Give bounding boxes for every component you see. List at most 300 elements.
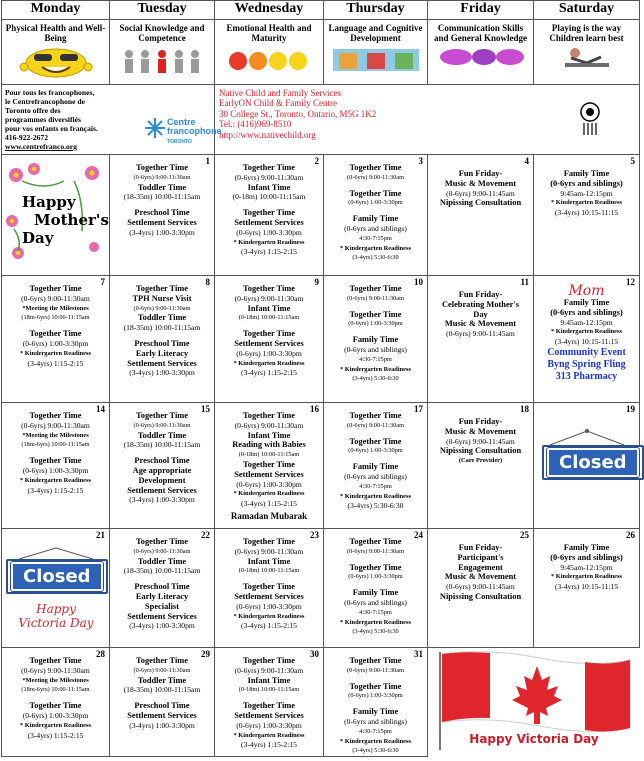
- program-detail: * Kindergarten Readiness: [19, 721, 91, 729]
- program-detail: 9:45am-12:15pm: [560, 317, 613, 327]
- program-title: Settlement Services: [234, 338, 304, 348]
- program-detail: (3-4yrs) 5:30-6:30: [352, 628, 399, 636]
- day-number: 14: [96, 404, 105, 414]
- program-detail: (3-4yrs) 10:15-11:15: [554, 582, 619, 592]
- program-title: Together Time: [242, 459, 296, 469]
- program-title: Celebrating Mother's: [442, 299, 519, 309]
- day-number: 25: [520, 530, 529, 540]
- program-detail: *Meeting the Milestones: [22, 676, 89, 684]
- program-detail: (18m-6yrs) 10:00-11:15am: [21, 441, 90, 449]
- program-detail: * Kindergarten Readiness: [550, 328, 622, 336]
- day-cell: [110, 276, 215, 403]
- theme-language-cognitive: [324, 20, 428, 85]
- program-detail: 9:45am-12:15pm: [560, 562, 613, 572]
- program-detail: (0-6yrs and siblings): [344, 597, 407, 607]
- francophone-info: Pour tous les francophones, le Centrefrancophone de Toronto offre des programmes diversifiés pour vos enfants en français. 416-922-2672 www.centrefranco.org Centre francophone TORONTO: [2, 85, 215, 155]
- day-number: 31: [414, 649, 423, 659]
- program-title: Together Time: [135, 656, 189, 665]
- day-number: 18: [520, 404, 529, 414]
- program-title: Infant Time: [247, 182, 291, 192]
- program-title: Fun Friday-: [458, 290, 503, 299]
- program-title: Music & Movement: [444, 178, 517, 188]
- program-detail: (0-6yrs) 1:00-3:30pm: [348, 320, 403, 328]
- day-cell: [534, 529, 640, 648]
- program-title: Fun Friday-: [458, 543, 503, 552]
- program-title: Toddler Time: [137, 556, 187, 566]
- day-number: 15: [201, 404, 210, 414]
- program-title: Settlement Services: [127, 611, 197, 621]
- day-cell: [534, 155, 640, 276]
- program-title: Settlement Services: [127, 358, 197, 368]
- program-detail: (0-6yrs and siblings): [344, 471, 407, 481]
- program-title: Infant Time: [247, 430, 291, 440]
- theme-label: Language and Cognitive Development: [328, 23, 423, 43]
- program-detail: (3-4yrs) 5:30-6:30: [352, 254, 399, 262]
- program-title: Preschool Time: [134, 701, 190, 711]
- day-header-thursday: Thursday: [324, 1, 428, 20]
- theme-label: Emotional Health and Maturity: [226, 23, 312, 43]
- program-detail: (3-4yrs) 1:15-2:15: [27, 730, 84, 740]
- smiley-icon: [16, 45, 96, 79]
- program-title: Together Time: [29, 701, 82, 711]
- program-detail: 4:30-7:15pm: [359, 482, 392, 490]
- day-schedule: [534, 529, 639, 592]
- day-schedule: [428, 403, 533, 466]
- program-detail: * Kindergarten Readiness: [233, 490, 305, 498]
- day-header-tuesday: Tuesday: [110, 1, 215, 20]
- program-title: Music & Movement: [444, 572, 517, 582]
- day-cell: [110, 155, 215, 276]
- program-title: Together Time: [242, 284, 296, 293]
- program-title: Nipissing Consultation: [439, 591, 522, 601]
- day-cell: [2, 648, 110, 757]
- program-detail: (0-6yrs) 9:00-11:45am: [446, 329, 515, 339]
- program-detail: (18-35m) 10:00-11:15am: [123, 440, 201, 450]
- program-title: Together Time: [349, 656, 402, 665]
- program-title: Settlement Services: [127, 485, 197, 495]
- mothers-day-text: Happy Mother's Day: [22, 193, 109, 247]
- day-number: 3: [418, 156, 423, 166]
- program-detail: (0-6yrs) 1:00-3:30pm: [348, 199, 403, 207]
- program-detail: 9:45am-12:15pm: [560, 188, 613, 198]
- day-number: 17: [414, 404, 423, 414]
- day-cell: [534, 403, 640, 529]
- program-title: Together Time: [349, 537, 402, 546]
- theme-emotional-health: [215, 20, 324, 85]
- program-detail: (0-6yrs) 1:00-3:30pm: [348, 447, 403, 455]
- day-schedule: [215, 648, 323, 750]
- program-title: Together Time: [135, 284, 189, 293]
- program-title: Specialist: [145, 601, 179, 611]
- program-detail: (0-6yrs) 1:00-3:30pm: [22, 710, 89, 720]
- program-title: Together Time: [349, 284, 402, 293]
- program-detail: (0-6yrs) 1:00-3:30pm: [22, 338, 89, 348]
- snowflake-icon: [144, 117, 166, 139]
- day-schedule: [324, 276, 427, 384]
- program-detail: (0-6yrs) 9:00-11:30am: [21, 665, 90, 675]
- day-number: 8: [205, 277, 210, 287]
- day-cell: [428, 155, 534, 276]
- program-detail: (3-4yrs) 10:15-11:15: [554, 337, 619, 347]
- program-detail: * Kindergarten Readiness: [339, 492, 411, 500]
- program-detail: 4:30-7:15pm: [359, 727, 392, 735]
- day-cell: [428, 529, 534, 648]
- program-title: Together Time: [349, 309, 402, 319]
- program-detail: (0-6yrs) 9:00-11:30am: [21, 420, 90, 430]
- program-title: Fun Friday-: [458, 169, 503, 178]
- program-detail: (3-4yrs) 5:30-6:30: [352, 375, 399, 383]
- program-detail: * Kindergarten Readiness: [339, 618, 411, 626]
- day-cell: [324, 403, 428, 529]
- program-title: Settlement Services: [234, 710, 304, 720]
- theme-label: Social Knowledge and Competence: [119, 23, 205, 43]
- day-header-row: [2, 1, 640, 20]
- native-logo-icon: [577, 99, 603, 137]
- theme-communication: [428, 20, 534, 85]
- theme-label: Playing is the way Children learn best: [549, 23, 624, 43]
- program-title: Family Time: [352, 707, 399, 717]
- day-number: 7: [100, 277, 105, 287]
- program-title: Together Time: [242, 537, 296, 546]
- program-detail: (0-6yrs) 9:00-11:30am: [347, 294, 404, 302]
- program-detail: (0-6yrs) 9:00-11:30am: [347, 173, 404, 181]
- day-cell: [215, 648, 324, 757]
- program-detail: (18m-6yrs) 10:00-11:15am: [21, 686, 90, 694]
- program-title: Together Time: [29, 284, 82, 293]
- day-schedule: [2, 276, 109, 368]
- day-number: 4: [524, 156, 529, 166]
- day-schedule: [534, 155, 639, 218]
- day-cell: [215, 403, 324, 529]
- closed-sign: Closed: [542, 429, 644, 480]
- program-title: Early Literacy: [135, 348, 189, 358]
- program-detail: (18-35m) 10:00-11:15am: [123, 685, 201, 695]
- day-cell: [324, 155, 428, 276]
- program-detail: * Kindergarten Readiness: [339, 244, 411, 252]
- day-number: 10: [414, 277, 423, 287]
- program-detail: * Kindergarten Readiness: [550, 573, 622, 581]
- program-title: Together Time: [349, 411, 402, 420]
- program-title: Family Time: [563, 298, 610, 307]
- calendar: [1, 0, 640, 757]
- program-detail: (0-6yrs) 9:00-11:45am: [446, 188, 515, 198]
- day-schedule: [215, 155, 323, 257]
- program-detail: * Kindergarten Readiness: [550, 199, 622, 207]
- program-title: Infant Time: [247, 556, 291, 566]
- day-schedule: [110, 648, 214, 731]
- day-header-wednesday: Wednesday: [215, 1, 324, 20]
- day-cell: [534, 276, 640, 403]
- theme-playing: [534, 20, 640, 85]
- program-title: Together Time: [349, 188, 402, 198]
- day-number: 11: [520, 277, 529, 287]
- program-title: Preschool Time: [134, 338, 190, 348]
- francophone-link[interactable]: www.centrefranco.org: [5, 142, 77, 151]
- day-number: 2: [314, 156, 319, 166]
- day-schedule: [110, 155, 214, 238]
- program-title: Toddler Time: [137, 675, 187, 685]
- program-detail: (0-6yrs) 9:00-11:30am: [234, 665, 304, 675]
- program-title: Settlement Services: [234, 217, 304, 227]
- day-schedule: [215, 276, 323, 378]
- program-title: Settlement Services: [234, 591, 304, 601]
- day-number: 29: [201, 649, 210, 659]
- program-detail: (3-4yrs) 1:00-3:30pm: [129, 227, 195, 237]
- program-title: Together Time: [242, 656, 296, 665]
- program-detail: (3-4yrs) 1:15-2:15: [241, 499, 297, 509]
- program-detail: (0-6yrs) 9:00-11:30am: [21, 293, 90, 303]
- day-cell: [215, 276, 324, 403]
- program-title: Family Time: [352, 335, 399, 345]
- program-title: Toddler Time: [137, 430, 187, 440]
- day-cell: [2, 155, 110, 276]
- program-title: Fun Friday-: [458, 417, 503, 426]
- day-header-friday: Friday: [428, 1, 534, 20]
- day-number: 21: [96, 530, 105, 540]
- program-detail: (3-4yrs) 1:15-2:15: [27, 485, 84, 495]
- program-title: Settlement Services: [234, 469, 304, 479]
- day-schedule: [534, 276, 639, 383]
- program-detail: (0-6yrs) 1:00-3:30pm: [236, 348, 302, 358]
- week-row: [2, 648, 640, 757]
- day-number: 24: [414, 530, 423, 540]
- program-title: Family Time: [352, 214, 399, 224]
- program-detail: (3-4yrs) 1:15-2:15: [241, 368, 297, 378]
- day-number: 28: [96, 649, 105, 659]
- program-detail: (0-6yrs) 1:00-3:30pm: [348, 573, 403, 581]
- ncfs-info: [215, 85, 640, 155]
- program-detail: (0-6yrs) 9:00-11:45am: [446, 436, 515, 446]
- program-title: Family Time: [352, 462, 399, 472]
- program-title: Together Time: [242, 701, 296, 711]
- program-title: Music & Movement: [444, 319, 517, 329]
- day-schedule: [324, 403, 427, 511]
- day-schedule: [215, 529, 323, 631]
- program-detail: (0-6yrs) 1:00-3:30pm: [236, 227, 302, 237]
- program-title: Development: [138, 475, 186, 485]
- day-schedule: [428, 155, 533, 208]
- program-title: Together Time: [242, 163, 296, 172]
- program-detail: (0-18m) 10:00-11:15am: [238, 567, 300, 575]
- program-detail: (3-4yrs) 1:15-2:15: [241, 621, 297, 631]
- day-cell: [428, 276, 534, 403]
- program-detail: (0-6yrs) 1:00-3:30pm: [348, 692, 403, 700]
- francophone-text: Pour tous les francophones, le Centrefrancophone de Toronto offre des programmes diversifiés pour vos enfants en français. 416-922-2672 www.centrefranco.org: [5, 88, 98, 151]
- program-detail: (0-6yrs) 9:00-11:30am: [133, 421, 191, 429]
- sign-string-icon: [11, 547, 101, 559]
- program-title: Together Time: [349, 163, 402, 172]
- victoria-day-banner: Happy Victoria Day: [469, 732, 599, 746]
- program-detail: (3-4yrs) 1:15-2:15: [241, 247, 297, 257]
- day-schedule: [428, 276, 533, 339]
- program-detail: (0-6yrs) 9:00-11:30am: [133, 547, 191, 555]
- program-detail: * Kindergarten Readiness: [19, 349, 91, 357]
- program-title: Toddler Time: [137, 313, 187, 323]
- program-title: Infant Time: [247, 675, 291, 685]
- program-detail: (18-35m) 10:00-11:15am: [123, 192, 201, 202]
- program-title: Toddler Time: [137, 182, 187, 192]
- program-detail: (3-4yrs) 1:00-3:30pm: [129, 495, 195, 505]
- day-number: 16: [310, 404, 319, 414]
- event-highlight: Community Event: [547, 346, 626, 358]
- day-cell: [110, 403, 215, 529]
- program-detail: (18-35m) 10:00-11:15am: [123, 323, 201, 333]
- program-title: Together Time: [242, 329, 296, 339]
- program-detail: (18m-6yrs) 10:00-11:15am: [21, 314, 90, 322]
- program-title: Together Time: [29, 656, 82, 665]
- children-talking-icon: [436, 45, 526, 67]
- day-number: 23: [310, 530, 319, 540]
- program-title: Age appropriate: [132, 465, 192, 475]
- day-cell: [428, 403, 534, 529]
- program-detail: (0-6yrs) 9:00-11:45am: [446, 582, 515, 592]
- program-detail: (3-4yrs) 1:15-2:15: [27, 358, 84, 368]
- day-cell: [324, 648, 428, 757]
- program-detail: (0-6yrs) 9:00-11:30am: [347, 547, 404, 555]
- week-row: [2, 529, 640, 648]
- program-detail: * Kindergarten Readiness: [233, 612, 305, 620]
- program-title: TPH Nurse Visit: [132, 293, 192, 303]
- program-title: Preschool Time: [134, 208, 190, 218]
- day-cell: [215, 529, 324, 648]
- program-title: Day: [473, 309, 488, 319]
- program-title: Together Time: [29, 456, 82, 466]
- event-highlight: Byng Spring Fling: [547, 358, 626, 370]
- program-title: Family Time: [352, 588, 399, 598]
- day-number: 5: [630, 156, 635, 166]
- program-title: (0-6yrs and siblings): [550, 307, 623, 317]
- day-schedule: [324, 529, 427, 637]
- day-cell: [324, 529, 428, 648]
- info-row: [2, 85, 640, 155]
- program-detail: (0-18m) 10:00-11:15am: [238, 314, 300, 322]
- program-detail: (0-6yrs) 9:00-11:30am: [133, 304, 191, 312]
- program-title: (0-6yrs and siblings): [550, 552, 623, 562]
- program-title: Settlement Services: [127, 710, 197, 720]
- day-header-monday: Monday: [2, 1, 110, 20]
- program-detail: (0-6yrs) 1:00-3:30pm: [236, 479, 302, 489]
- program-detail: * Kindergarten Readiness: [233, 238, 305, 246]
- program-detail: * Kindergarten Readiness: [19, 476, 91, 484]
- program-detail: (3-4yrs) 1:15-2:15: [241, 740, 297, 750]
- day-cell: [110, 529, 215, 648]
- program-detail: (0-6yrs) 9:00-11:30am: [347, 421, 404, 429]
- ncfs-link[interactable]: http://www.nativechild.org: [219, 129, 316, 140]
- program-detail: * Kindergarten Readiness: [233, 359, 305, 367]
- program-detail: 4:30-7:15pm: [359, 355, 392, 363]
- week-row: [2, 155, 640, 276]
- program-detail: *Meeting the Milestones: [22, 304, 89, 312]
- day-number: 19: [626, 404, 635, 414]
- day-schedule: [428, 529, 533, 602]
- day-number: 30: [310, 649, 319, 659]
- program-detail: Ramadan Mubarak: [230, 510, 308, 521]
- program-title: Participant's: [457, 552, 504, 562]
- program-title: Together Time: [135, 411, 189, 420]
- program-title: Family Time: [563, 169, 610, 178]
- program-detail: (0-6yrs) 1:00-3:30pm: [236, 601, 302, 611]
- day-number: 26: [626, 530, 635, 540]
- emotions-icon: [224, 45, 314, 75]
- week-row: [2, 276, 640, 403]
- program-detail: *Meeting the Milestones: [22, 431, 89, 439]
- program-detail: (3-4yrs) 5:30-6:30: [352, 747, 399, 755]
- day-number: 9: [314, 277, 319, 287]
- day-number: 12: [626, 277, 635, 287]
- program-title: Together Time: [29, 411, 82, 420]
- day-schedule: [324, 155, 427, 263]
- day-schedule: [2, 403, 109, 495]
- program-title: Together Time: [242, 208, 296, 218]
- day-number: 22: [201, 530, 210, 540]
- people-icon: [117, 45, 207, 77]
- program-detail: (0-6yrs) 1:00-3:30pm: [236, 720, 302, 730]
- program-title: Together Time: [349, 562, 402, 572]
- program-detail: (0-6yrs) 9:00-11:30am: [234, 293, 304, 303]
- program-title: Engagement: [458, 562, 503, 572]
- program-title: (0-6yrs and siblings): [550, 178, 623, 188]
- theme-social-knowledge: [110, 20, 215, 85]
- theme-label: Physical Health and Well-Being: [5, 23, 106, 43]
- day-cell: [2, 529, 110, 648]
- day-cell: [215, 155, 324, 276]
- program-detail: * Kindergarten Readiness: [339, 365, 411, 373]
- program-title: Together Time: [349, 436, 402, 446]
- day-header-saturday: Saturday: [534, 1, 640, 20]
- program-detail: (0-6yrs) 9:00-11:30am: [234, 172, 304, 182]
- program-title: Family Time: [563, 543, 610, 552]
- program-title: Nipissing Consultation: [439, 446, 522, 456]
- day-cell: [110, 648, 215, 757]
- program-detail: (0-18m) 10:00-11:15am: [238, 686, 300, 694]
- program-title: Preschool Time: [134, 456, 190, 466]
- program-detail: (0-6yrs) 9:00-11:30am: [133, 173, 191, 181]
- program-detail: (0-6yrs) 9:00-11:30am: [234, 546, 304, 556]
- day-schedule: [110, 276, 214, 378]
- sign-string-icon: [542, 429, 632, 445]
- day-schedule: [324, 648, 427, 756]
- program-detail: (0-18m) 10:00-11:15am: [238, 451, 300, 459]
- program-detail: (3-4yrs) 1:00-3:30pm: [129, 621, 195, 631]
- event-highlight: 313 Pharmacy: [555, 370, 618, 382]
- program-title: Infant Time: [247, 303, 291, 313]
- day-cell: [2, 403, 110, 529]
- program-detail: * Kindergarten Readiness: [339, 737, 411, 745]
- program-detail: (Care Provider): [458, 457, 503, 465]
- program-title: Early Literacy: [135, 591, 189, 601]
- program-title: Together Time: [242, 582, 296, 592]
- program-detail: (0-6yrs) 1:00-3:30pm: [22, 465, 89, 475]
- theme-label: Communication Skills and General Knowledge: [433, 23, 527, 43]
- program-detail: (3-4yrs) 5:30-6:30: [347, 501, 404, 511]
- day-schedule: [110, 529, 214, 631]
- theme-physical-health: [2, 20, 110, 85]
- abc-blocks-icon: [331, 45, 421, 75]
- program-detail: (0-6yrs and siblings): [344, 223, 407, 233]
- program-detail: (3-4yrs) 1:00-3:30pm: [129, 368, 195, 378]
- program-title: Together Time: [135, 537, 189, 546]
- program-detail: 4:30-7:15pm: [359, 234, 392, 242]
- program-title: Reading with Babies: [232, 440, 306, 450]
- ncfs-address: Native Child and Family Services EarlyON Child & Family Centre 30 College St., Toronto, Ontario, M5G 1K2 Tel.: (416)969-8510 http://www.nativechild.org: [219, 88, 377, 140]
- program-title: Music & Movement: [444, 426, 517, 436]
- program-detail: (0-6yrs) 9:00-11:30am: [133, 666, 191, 674]
- program-title: Preschool Time: [134, 582, 190, 592]
- program-detail: (0-6yrs) 9:00-11:30am: [234, 420, 304, 430]
- program-title: Together Time: [29, 329, 82, 339]
- day-number: 1: [205, 156, 210, 166]
- program-title: Together Time: [135, 163, 189, 172]
